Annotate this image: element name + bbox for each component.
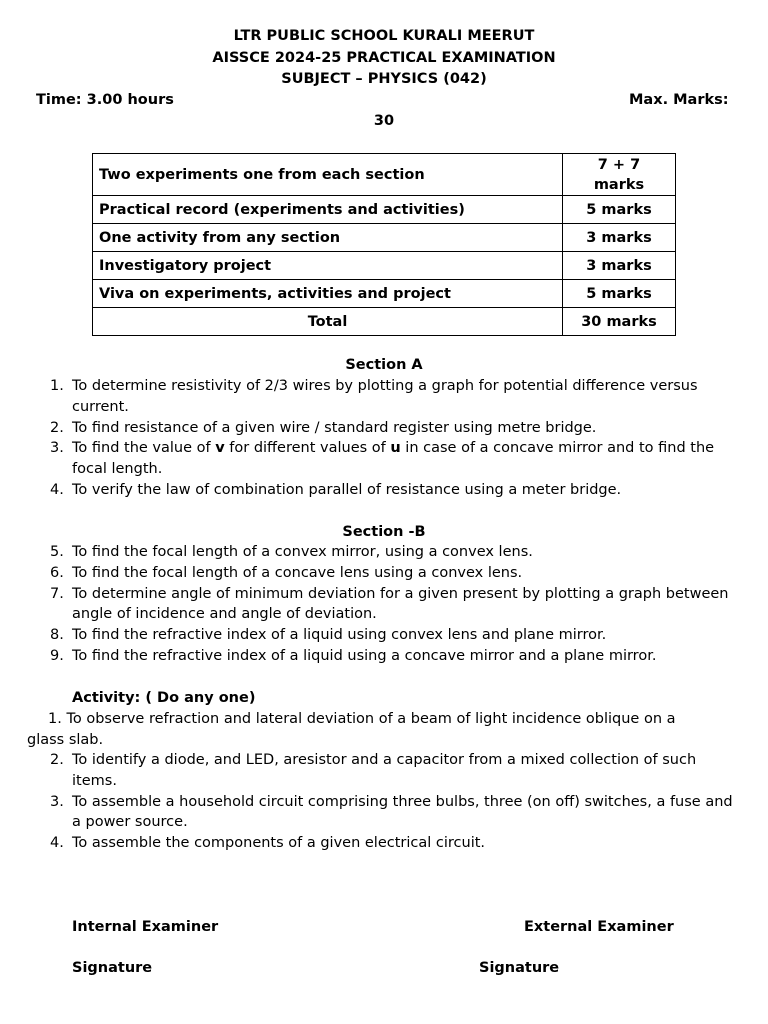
list-number: 2.: [50, 752, 64, 768]
list-item: [32, 542, 732, 563]
list-number: 4.: [50, 835, 64, 852]
list-text: To find the focal length of a concave lens using a convex lens.: [72, 564, 523, 581]
marks-table: [92, 153, 676, 336]
list-text: To find resistance of a given wire / standard register using metre bridge.: [72, 419, 597, 436]
list-text: To find the refractive index of a liquid using a concave mirror and a plane mirror.: [72, 647, 657, 664]
list-number: 8.: [50, 627, 64, 644]
list-number: 5.: [50, 544, 64, 560]
list-text: To identify a diode, and LED, aresistor and a capacitor from a mixed collection of such items.: [72, 752, 697, 789]
table-cell-marks: 5 marks: [563, 280, 676, 308]
table-row: [93, 224, 676, 252]
signature-right-label: Signature: [479, 960, 560, 976]
table-row: [93, 154, 676, 196]
list-item: [32, 792, 734, 834]
list-number: 2.: [50, 419, 64, 436]
table-cell-item: Two experiments one from each section: [93, 154, 563, 196]
list-item: [32, 833, 734, 854]
list-item: [32, 563, 732, 584]
internal-examiner-label: Internal Examiner: [72, 919, 219, 935]
table-cell-item: Total: [93, 308, 563, 336]
list-text: To determine resistivity of 2/3 wires by plotting a graph for potential difference versus current.: [72, 378, 698, 415]
table-cell-marks: 5 marks: [563, 196, 676, 224]
list-item: [32, 480, 744, 501]
list-number: 3.: [50, 440, 64, 457]
section-a-list: [32, 376, 744, 501]
list-item: [32, 625, 732, 646]
activity-item-1-line1: 1. To observe refraction and lateral deviation of a beam of light incidence oblique on a: [48, 711, 676, 727]
activity-item-1-line2: glass slab.: [27, 732, 104, 748]
time-label: Time: 3.00 hours: [36, 92, 174, 108]
table-cell-item: Investigatory project: [93, 252, 563, 280]
external-examiner-label: External Examiner: [524, 919, 674, 935]
list-text: To find the refractive index of a liquid using convex lens and plane mirror.: [72, 627, 607, 644]
table-row: [93, 252, 676, 280]
section-a-title: Section A: [345, 357, 423, 373]
max-marks-label: Max. Marks:: [629, 92, 729, 108]
list-item: [32, 438, 744, 480]
list-text: To find the focal length of a convex mirror, using a convex lens.: [72, 544, 533, 560]
table-cell-marks: 3 marks: [563, 224, 676, 252]
list-item: [32, 376, 744, 418]
signature-left-label: Signature: [72, 960, 153, 976]
table-cell-item: Viva on experiments, activities and project: [93, 280, 563, 308]
list-number: 1.: [50, 378, 64, 394]
list-text: To verify the law of combination parallel of resistance using a meter bridge.: [72, 481, 622, 498]
activity-title: Activity: ( Do any one): [72, 690, 256, 706]
list-item: [32, 418, 744, 439]
list-number: 4.: [50, 481, 64, 498]
section-b-list: [32, 542, 732, 667]
section-b-title: Section -B: [342, 524, 426, 540]
list-text: To assemble a household circuit comprising three bulbs, three (on off) switches, a fuse and a power source.: [72, 793, 733, 831]
list-text: To determine angle of minimum deviation for a given present by plotting a graph between angle of incidence and angle of deviation.: [72, 585, 729, 623]
school-name: LTR PUBLIC SCHOOL KURALI MEERUT: [233, 28, 535, 44]
max-marks-value: 30: [373, 113, 395, 129]
table-cell-item: Practical record (experiments and activities): [93, 196, 563, 224]
list-number: 3.: [50, 793, 64, 810]
subject-title: SUBJECT – PHYSICS (042): [281, 71, 487, 87]
table-cell-marks: 7 + 7 marks: [563, 154, 676, 196]
list-number: 6.: [50, 564, 64, 581]
table-cell-marks: 3 marks: [563, 252, 676, 280]
list-text: To find the value of v for different values of u in case of a concave mirror and to find the focal length.: [72, 440, 715, 478]
list-item: [32, 750, 734, 792]
table-row-total: [93, 308, 676, 336]
list-text: To assemble the components of a given electrical circuit.: [72, 835, 486, 852]
list-item: [32, 646, 732, 667]
list-number: 9.: [50, 647, 64, 664]
table-row: [93, 280, 676, 308]
table-cell-item: One activity from any section: [93, 224, 563, 252]
table-cell-marks: 30 marks: [563, 308, 676, 336]
table-row: [93, 196, 676, 224]
exam-title: AISSCE 2024-25 PRACTICAL EXAMINATION: [212, 50, 556, 66]
list-number: 7.: [50, 585, 64, 602]
activity-list: [32, 750, 734, 854]
list-item: [32, 584, 732, 626]
